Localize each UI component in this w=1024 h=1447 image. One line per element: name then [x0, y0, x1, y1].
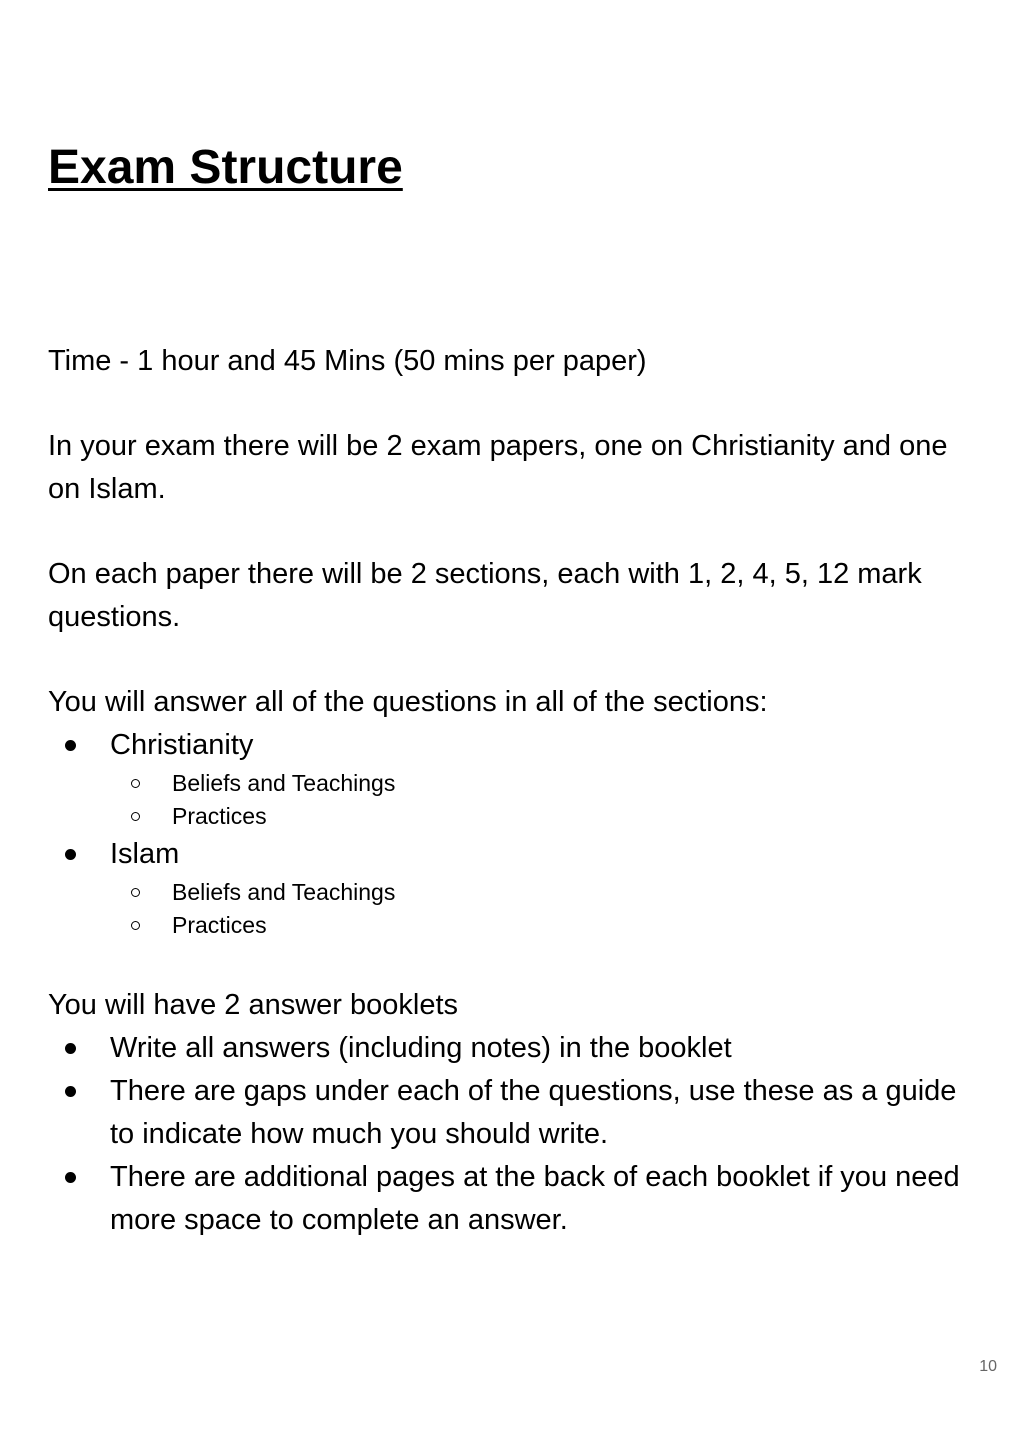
list-item-label: Christianity: [110, 729, 254, 761]
spacer: [48, 942, 978, 984]
list-item-label: Practices: [172, 803, 267, 829]
bullet-icon: [65, 740, 76, 751]
list-item: [48, 1070, 978, 1156]
spacer: [48, 639, 978, 681]
list-item-label: Islam: [110, 838, 180, 870]
hollow-bullet-icon: [131, 812, 140, 821]
sections-paragraph: On each paper there will be 2 sections, each with 1, 2, 4, 5, 12 mark questions.: [48, 558, 922, 633]
hollow-bullet-icon: [131, 921, 140, 930]
hollow-bullet-icon: [131, 779, 140, 788]
bullet-icon: [65, 849, 76, 860]
list-item: [110, 800, 978, 833]
list-item-label: Beliefs and Teachings: [172, 770, 396, 796]
list-item: [110, 909, 978, 942]
list-item: [48, 1027, 978, 1070]
list-item-label: There are additional pages at the back of each booklet if you need more space to complete an answer.: [110, 1161, 960, 1236]
answer-all-paragraph: You will answer all of the questions in all of the sections:: [48, 686, 768, 718]
page-title: Exam Structure: [48, 141, 403, 194]
hollow-bullet-icon: [131, 888, 140, 897]
sub-list: [110, 876, 978, 942]
spacer: [48, 383, 978, 425]
sub-list: [110, 767, 978, 833]
list-item: [48, 833, 978, 942]
list-item: [48, 1156, 978, 1242]
booklets-paragraph: You will have 2 answer booklets: [48, 989, 459, 1021]
time-paragraph: Time - 1 hour and 45 Mins (50 mins per paper): [48, 345, 647, 377]
list-item-label: There are gaps under each of the questions, use these as a guide to indicate how much you should write.: [110, 1075, 957, 1150]
list-item: [110, 876, 978, 909]
sections-list: [48, 724, 978, 942]
booklets-list: [48, 1027, 978, 1242]
list-item-label: Practices: [172, 912, 267, 938]
spacer: [48, 511, 978, 553]
bullet-icon: [65, 1043, 76, 1054]
bullet-icon: [65, 1172, 76, 1183]
list-item: [110, 767, 978, 800]
page-number: 10: [979, 1358, 997, 1375]
document-body: [48, 340, 978, 1242]
list-item: [48, 724, 978, 833]
list-item-label: Beliefs and Teachings: [172, 879, 396, 905]
papers-paragraph: In your exam there will be 2 exam papers, one on Christianity and one on Islam.: [48, 430, 948, 505]
list-item-label: Write all answers (including notes) in the booklet: [110, 1032, 732, 1064]
bullet-icon: [65, 1086, 76, 1097]
